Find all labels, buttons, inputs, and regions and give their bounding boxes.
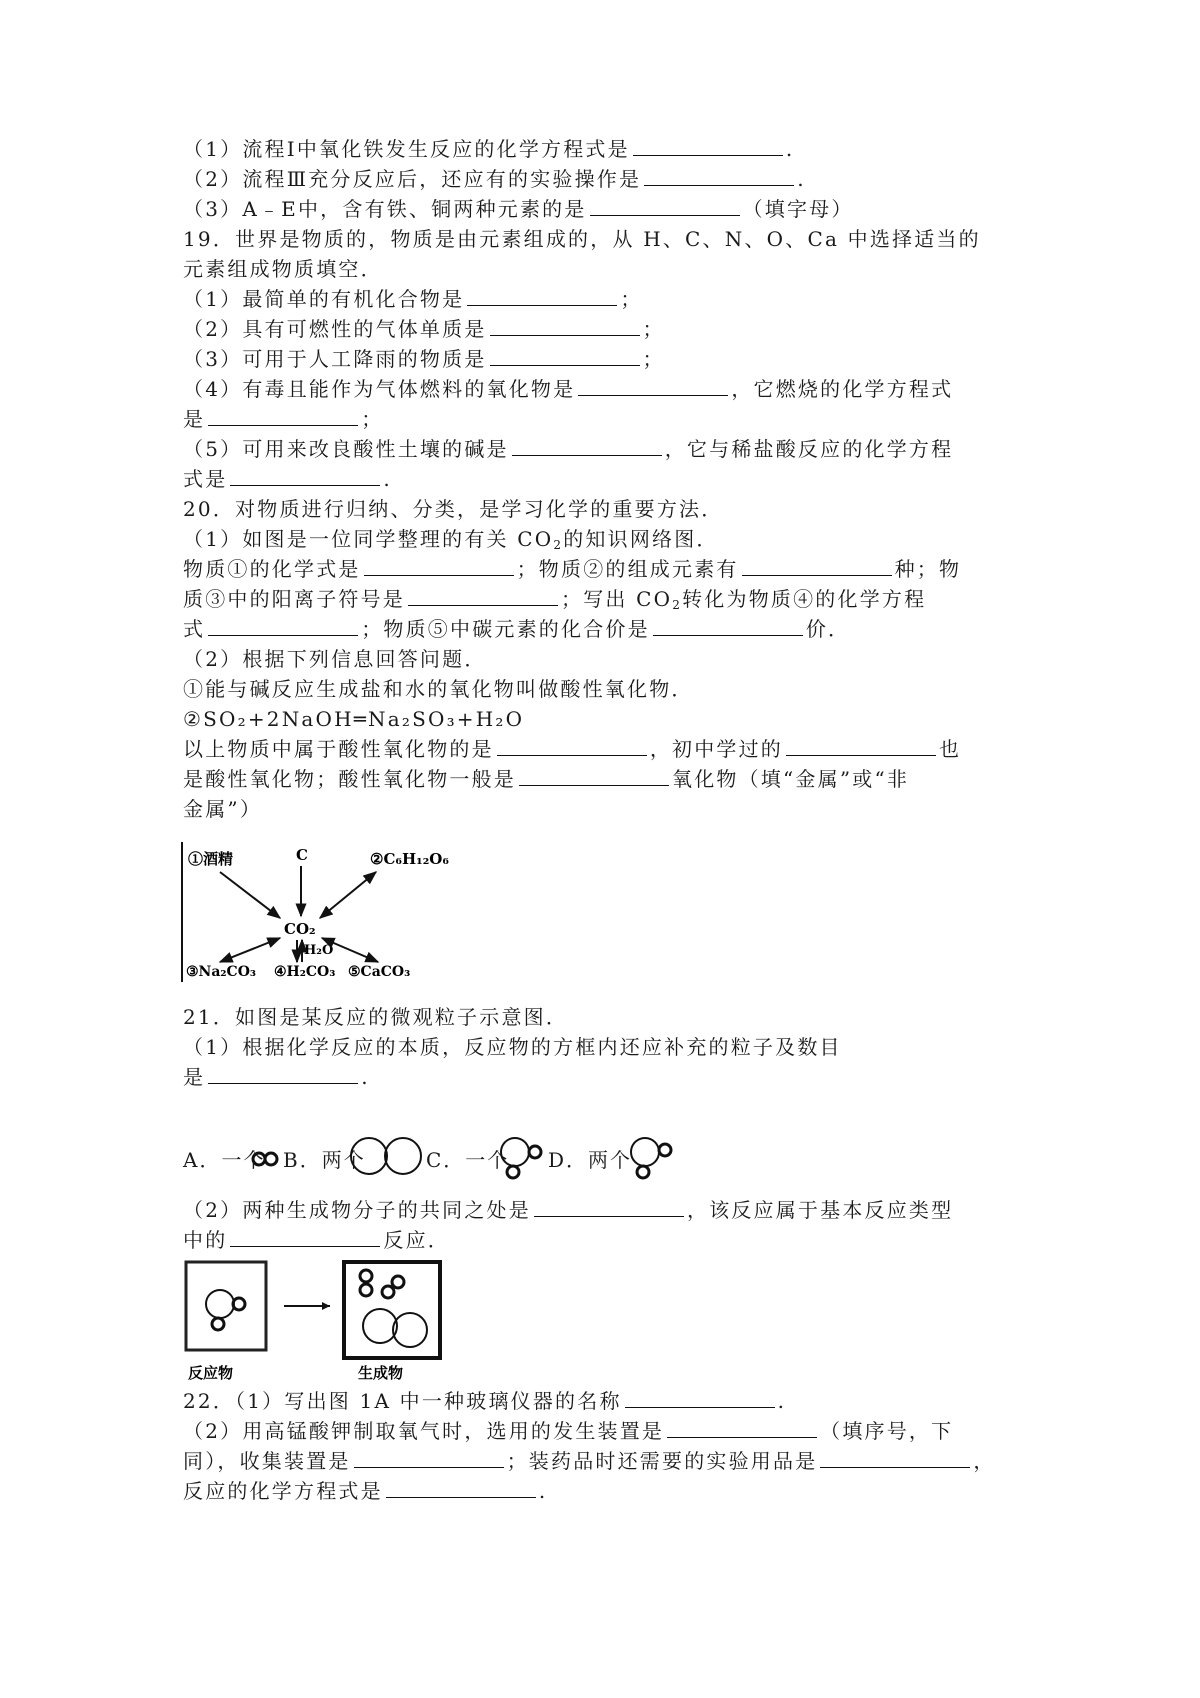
q20-stem: 20．对物质进行归纳、分类，是学习化学的重要方法．: [183, 497, 724, 521]
option-a-particle-icon: [249, 1148, 283, 1170]
reaction-particle-figure: [184, 1260, 444, 1385]
q22-part2-end: .: [538, 1479, 548, 1503]
q22-part2-line3-text: 反应的化学方程式是: [183, 1479, 383, 1503]
answer-blank[interactable]: [490, 317, 640, 336]
q21-part2-line1: [183, 1195, 953, 1225]
node-alcohol: ①酒精: [188, 850, 234, 868]
q19-part1: [183, 284, 643, 314]
product-atom-icon: [392, 1276, 404, 1288]
answer-blank[interactable]: [490, 347, 640, 366]
q21-stem: 21．如图是某反应的微观粒子示意图．: [183, 1005, 569, 1029]
q20-part1-intro-text-cont: 的知识网络图．: [563, 527, 719, 551]
q20-part1-intro-text: （1）如图是一位同学整理的有关 CO: [183, 527, 554, 551]
q20-line3-text: 式: [183, 617, 206, 641]
q22-part1: [183, 1386, 786, 1416]
answer-blank[interactable]: [667, 1419, 817, 1438]
answer-blank[interactable]: [386, 1479, 536, 1498]
q21-part2-end: 反应．: [383, 1228, 451, 1252]
q21-part1-end: .: [361, 1065, 370, 1089]
answer-blank[interactable]: [590, 197, 740, 216]
q18-part3-end: （填字母）: [742, 197, 854, 221]
answer-blank[interactable]: [408, 587, 558, 606]
subscript: 2: [553, 538, 564, 552]
reactant-atom-icon: [212, 1318, 224, 1330]
q19-part5-end: .: [383, 467, 392, 491]
q18-part2: [183, 164, 806, 194]
q19-part1-text: （1）最简单的有机化合物是: [183, 287, 465, 311]
q20-part2-intro: （2）根据下列信息回答问题．: [183, 647, 487, 671]
arrow-co2-sodium-carbonate: [220, 938, 280, 962]
q20-line4-text-b: ，初中学过的: [649, 737, 784, 761]
answer-blank[interactable]: [208, 1065, 358, 1084]
q19-part1-end: ；: [620, 287, 643, 311]
reaction-arrowhead-icon: [322, 1302, 330, 1310]
answer-blank[interactable]: [230, 1228, 380, 1247]
answer-blank[interactable]: [653, 617, 803, 636]
q20-line4: [183, 734, 961, 764]
q22-part2-text: （2）用高锰酸钾制取氧气时，选用的发生装置是: [183, 1419, 665, 1443]
q20-line2-text: 质③中的阳离子符号是: [183, 587, 405, 611]
q19-part3-text: （3）可用于人工降雨的物质是: [183, 347, 487, 371]
q19-part5-text: （5）可用来改良酸性土壤的碱是: [183, 437, 509, 461]
q20-line5-text-b: 氧化物（填“金属”或“非: [672, 767, 910, 791]
q20-line1-text-b: ；物质②的组成元素有: [516, 557, 739, 581]
answer-blank[interactable]: [497, 737, 647, 756]
q19-part4-text-cont: ，它燃烧的化学方程式: [731, 377, 954, 401]
q20-line6: 金属”）: [183, 797, 263, 821]
q22-part2-text-cont: （填序号，下: [820, 1419, 954, 1443]
answer-blank[interactable]: [534, 1198, 684, 1217]
q19-part2: [183, 314, 665, 344]
q22-part2-line2-text: 同），收集装置是: [183, 1449, 351, 1473]
answer-blank[interactable]: [742, 557, 892, 576]
q19-part5-line1: [183, 434, 953, 464]
answer-blank[interactable]: [467, 287, 617, 306]
product-label: 生成物: [358, 1364, 404, 1382]
q19-part5-line2-text: 式是: [183, 467, 228, 491]
subscript: 2: [672, 598, 683, 612]
q20-line3: [183, 614, 850, 644]
q20-line5-text: 是酸性氧化物；酸性氧化物一般是: [183, 767, 516, 791]
q19-part4-line2: [183, 404, 383, 434]
q21-part2-line2-text: 中的: [183, 1228, 228, 1252]
answer-blank[interactable]: [230, 467, 380, 486]
answer-blank[interactable]: [512, 437, 662, 456]
q18-part3: [183, 194, 854, 224]
option-d-label[interactable]: D．两个: [548, 1148, 633, 1172]
q20-line5: [183, 764, 909, 794]
q22-part2-line2: [183, 1446, 996, 1476]
answer-blank[interactable]: [208, 617, 358, 636]
arrow-alcohol-to-co2: [220, 872, 280, 918]
q20-line3-text-b: ；物质⑤中碳元素的化合价是: [361, 617, 650, 641]
label-water: H₂O: [304, 943, 334, 958]
q19-part3: [183, 344, 665, 374]
node-carbon: C: [296, 846, 308, 864]
q21-part2-text: （2）两种生成物分子的共同之处是: [183, 1198, 531, 1222]
q22-part2-line1: [183, 1416, 953, 1446]
answer-blank[interactable]: [578, 377, 728, 396]
q18-part3-text: （3）A﹣E中，含有铁、铜两种元素的是: [183, 197, 587, 221]
q19-stem-line2: 元素组成物质填空．: [183, 257, 383, 281]
product-atom-icon: [360, 1284, 372, 1296]
answer-blank[interactable]: [354, 1449, 504, 1468]
product-atom-icon: [382, 1286, 394, 1298]
q20-line2-text-b: ；写出 CO: [561, 587, 673, 611]
option-c-particle-icon: [493, 1130, 545, 1182]
q18-part1: [183, 134, 794, 164]
product-box: [344, 1262, 440, 1358]
answer-blank[interactable]: [208, 407, 358, 426]
q22-part2-line3: [183, 1476, 547, 1506]
q19-part4-line1: [183, 374, 953, 404]
q20-line2-text-c: 转化为物质④的化学方程: [682, 587, 927, 611]
q19-part5-line2: [183, 464, 392, 494]
q19-part2-text: （2）具有可燃性的气体单质是: [183, 317, 487, 341]
q19-part5-text-cont: ，它与稀盐酸反应的化学方程: [664, 437, 954, 461]
node-sodium-carbonate: ③Na₂CO₃: [186, 964, 257, 980]
q21-part1-line2-text: 是: [183, 1065, 206, 1089]
q20-info2: ②SO₂+2NaOH═Na₂SO₃+H₂O: [183, 707, 525, 731]
node-co2: CO₂: [284, 920, 316, 938]
q18-part2-text: （2）流程Ⅲ充分反应后，还应有的实验操作是: [183, 167, 642, 191]
q20-line4-text-c: 也: [939, 737, 962, 761]
reactant-molecule-icon: [206, 1290, 234, 1318]
option-d-particle-icon: [623, 1130, 675, 1182]
q20-line3-text-c: 价．: [805, 617, 851, 641]
q22-part1-end: .: [777, 1389, 787, 1413]
option-a-label[interactable]: A．一个: [183, 1148, 266, 1172]
reactant-box: [186, 1262, 266, 1350]
answer-blank[interactable]: [519, 767, 669, 786]
q21-part2-line2: [183, 1225, 450, 1255]
product-molecule-icon: [393, 1313, 427, 1347]
q20-line1: [183, 554, 961, 584]
option-b-label[interactable]: B．两个: [283, 1148, 366, 1172]
product-molecule-icon: [363, 1309, 397, 1343]
q20-line1-text: 物质①的化学式是: [183, 557, 361, 581]
q18-part2-end: .: [797, 167, 806, 191]
answer-blank[interactable]: [633, 137, 783, 156]
q18-part1-end: .: [785, 137, 795, 161]
option-b-particle-icon: [349, 1134, 425, 1178]
q21-part2-text-cont: ，该反应属于基本反应类型: [686, 1198, 954, 1222]
answer-blank[interactable]: [820, 1449, 970, 1468]
q19-part3-end: ；: [642, 347, 665, 371]
co2-network-diagram: [180, 842, 449, 982]
answer-blank[interactable]: [364, 557, 514, 576]
q21-part1-line2: [183, 1062, 370, 1092]
q22-part2-line2-end: ，: [973, 1449, 996, 1473]
product-atom-icon: [360, 1270, 372, 1282]
q22-part2-line2-text-b: ；装药品时还需要的实验用品是: [506, 1449, 818, 1473]
q20-line4-text: 以上物质中属于酸性氧化物的是: [183, 737, 494, 761]
arrow-glucose-co2: [320, 872, 376, 918]
node-carbonic-acid: ④H₂CO₃: [274, 964, 336, 980]
q18-part1-text: （1）流程Ⅰ中氧化铁发生反应的化学方程式是: [183, 137, 630, 161]
q19-stem-line1: 19．世界是物质的，物质是由元素组成的，从 H、C、N、O、Ca 中选择适当的: [183, 227, 981, 251]
answer-blank[interactable]: [786, 737, 936, 756]
q22-part1-text: 22．（1）写出图 1A 中一种玻璃仪器的名称: [183, 1389, 622, 1413]
q20-info1: ①能与碱反应生成盐和水的氧化物叫做酸性氧化物．: [183, 677, 694, 701]
q19-part4-end: ；: [361, 407, 384, 431]
answer-blank[interactable]: [625, 1389, 775, 1408]
q19-part4-line2-text: 是: [183, 407, 206, 431]
option-c-label[interactable]: C．一个: [426, 1148, 510, 1172]
q20-line1-text-c: 种；物: [894, 557, 962, 581]
node-glucose: ②C₆H₁₂O₆: [370, 850, 449, 868]
q19-part4-text: （4）有毒且能作为气体燃料的氧化物是: [183, 377, 576, 401]
q19-part2-end: ；: [642, 317, 665, 341]
answer-blank[interactable]: [644, 167, 794, 186]
node-calcium-carbonate: ⑤CaCO₃: [348, 964, 411, 980]
q21-part1-line1: （1）根据化学反应的本质，反应物的方框内还应补充的粒子及数目: [183, 1035, 842, 1059]
reactant-label: 反应物: [188, 1364, 234, 1382]
